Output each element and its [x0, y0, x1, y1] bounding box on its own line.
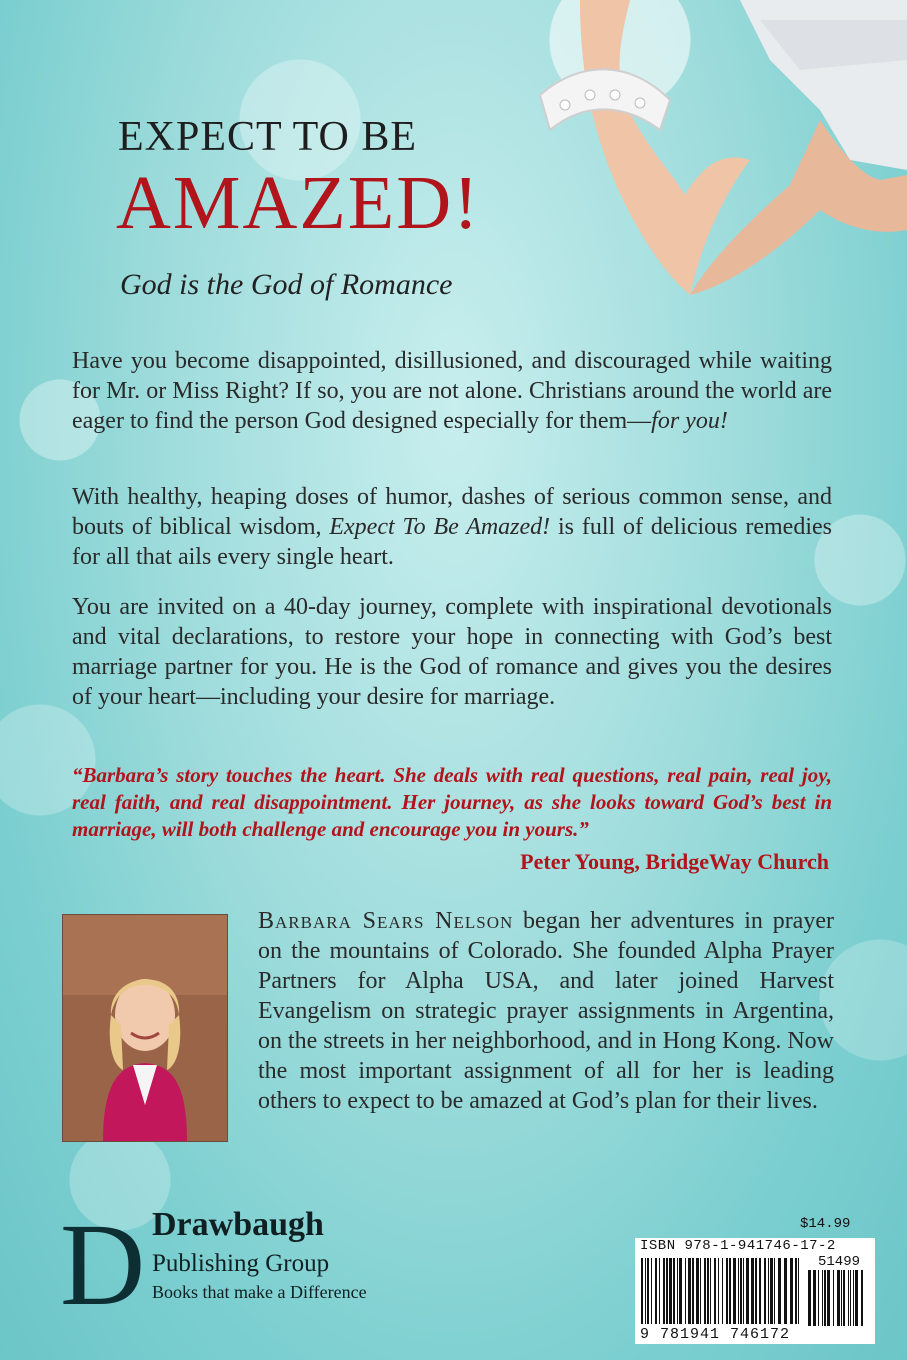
paragraph-1-italic: for you!	[651, 408, 728, 434]
paragraph-2-title: Expect To Be Amazed!	[329, 514, 551, 540]
addon-barcode-icon	[808, 1270, 870, 1328]
barcode-bar	[848, 1270, 849, 1326]
publisher-tagline: Books that make a Difference	[152, 1282, 367, 1302]
description-paragraph-2	[72, 482, 832, 572]
author-portrait-icon	[63, 915, 227, 1141]
barcode-bar	[768, 1258, 769, 1324]
author-bio	[258, 906, 834, 1116]
barcode-bar	[738, 1258, 739, 1324]
barcode-bar	[645, 1258, 646, 1324]
paragraph-1-text: Have you become disappointed, disillusioned, and discouraged while waiting for Mr. or Miss Right? If so, you are not alone. Christians around the world are eager to find the person God designed especially for them—	[72, 348, 832, 434]
barcode-bar	[774, 1258, 775, 1324]
barcode-bar	[764, 1258, 766, 1324]
barcode-bar	[704, 1258, 706, 1324]
paragraph-2-start: With healthy, heaping doses of humor, dashes of serious common sense, and bouts of biblical wisdom,	[72, 484, 832, 540]
barcode-bar	[808, 1270, 811, 1326]
barcode-bar	[718, 1258, 719, 1324]
barcode-bar	[850, 1270, 851, 1326]
author-name: Barbara Sears Nelson	[258, 908, 514, 934]
barcode-bar	[784, 1258, 787, 1324]
endorsement-attribution: Peter Young, BridgeWay Church	[520, 849, 829, 874]
ean-barcode-icon	[641, 1258, 801, 1328]
publisher-name: Drawbaugh	[152, 1206, 324, 1243]
barcode-bar	[666, 1258, 668, 1324]
barcode-bar	[729, 1258, 731, 1324]
barcode-bar	[743, 1258, 744, 1324]
paragraph-2-end: is full of delicious remedies for all that ails every single heart.	[72, 514, 832, 570]
paragraph-3-text: You are invited on a 40-day journey, complete with inspirational devotionals and vital declarations, to restore your hope in connecting with God’s best marriage partner for you. He is the God of romance and gives you the desires of your heart—including your desire for marriage.	[72, 594, 832, 710]
barcode-bar	[714, 1258, 716, 1324]
barcode-bar	[778, 1258, 781, 1324]
barcode-bar	[688, 1258, 691, 1324]
barcode-bar	[685, 1258, 686, 1324]
barcode-bar	[707, 1258, 709, 1324]
barcode-bar	[813, 1270, 816, 1326]
barcode-bar	[679, 1258, 682, 1324]
barcode-bar	[818, 1270, 819, 1326]
barcode-bar	[647, 1258, 649, 1324]
barcode-bar	[827, 1270, 830, 1326]
barcode-bar	[663, 1258, 665, 1324]
barcode-bar	[790, 1258, 793, 1324]
barcode-bar	[651, 1258, 652, 1324]
addon-code: 51499	[818, 1254, 861, 1270]
endorsement-quote: “Barbara’s story touches the heart. She deals with real questions, real pain, real joy, real faith, and real disappointment. Her journey, as she looks toward God’s best in marriage, will both challenge and encourage you in yours.”	[72, 763, 832, 841]
barcode-bar	[843, 1270, 845, 1326]
barcode-bar	[746, 1258, 749, 1324]
barcode-bar	[770, 1258, 773, 1324]
heart-hands-image	[520, 0, 907, 300]
barcode-bar	[740, 1258, 742, 1324]
barcode-bar	[659, 1258, 660, 1324]
subtitle: God is the God of Romance	[120, 268, 453, 301]
isbn-text: ISBN 978-1-941746-17-2	[640, 1238, 836, 1254]
barcode-bar	[837, 1270, 840, 1326]
barcode-bar	[861, 1270, 863, 1326]
price-label: $14.99	[800, 1216, 851, 1232]
barcode-bar	[722, 1258, 723, 1324]
barcode-bar	[692, 1258, 694, 1324]
barcode-bar	[853, 1270, 854, 1326]
barcode-bar	[655, 1258, 657, 1324]
author-bio-text: began her adventures in prayer on the mountains of Colorado. She founded Alpha Prayer Partners for Alpha USA, and later joined Harvest Evangelism on strategic prayer assignments in Argentina, on the streets in her neighborhood, and in Hong Kong. Now the most important assignment of all for her is leading others to expect to be amazed at God’s plan for their lives.	[258, 908, 834, 1114]
description-paragraph-3	[72, 592, 832, 712]
barcode-bar	[710, 1258, 711, 1324]
barcode-bar	[822, 1270, 823, 1326]
barcode-bar	[677, 1258, 678, 1324]
barcode-bar	[755, 1258, 757, 1324]
publisher-logo-icon: D	[60, 1199, 146, 1330]
description-paragraph-1	[72, 346, 832, 436]
barcode-bar	[700, 1258, 701, 1324]
barcode-bar	[855, 1270, 858, 1326]
barcode-bar	[751, 1258, 754, 1324]
barcode-bar	[669, 1258, 672, 1324]
barcode-bar	[696, 1258, 699, 1324]
barcode-bar	[824, 1270, 826, 1326]
barcode-bar	[798, 1258, 799, 1324]
title-kicker: EXPECT TO BE	[118, 114, 418, 160]
barcode-bar	[641, 1258, 643, 1324]
title-headline: AMAZED!	[116, 161, 481, 245]
barcode-bar	[841, 1270, 842, 1326]
barcode-bar	[833, 1270, 834, 1326]
barcode-bar	[726, 1258, 728, 1324]
ean-number: 9 781941 746172	[640, 1326, 791, 1343]
barcode-bar	[795, 1258, 797, 1324]
barcode-bar	[733, 1258, 736, 1324]
publisher-group: Publishing Group	[152, 1250, 330, 1277]
barcode-bar	[673, 1258, 675, 1324]
barcode-bar	[759, 1258, 761, 1324]
author-photo	[62, 914, 228, 1142]
